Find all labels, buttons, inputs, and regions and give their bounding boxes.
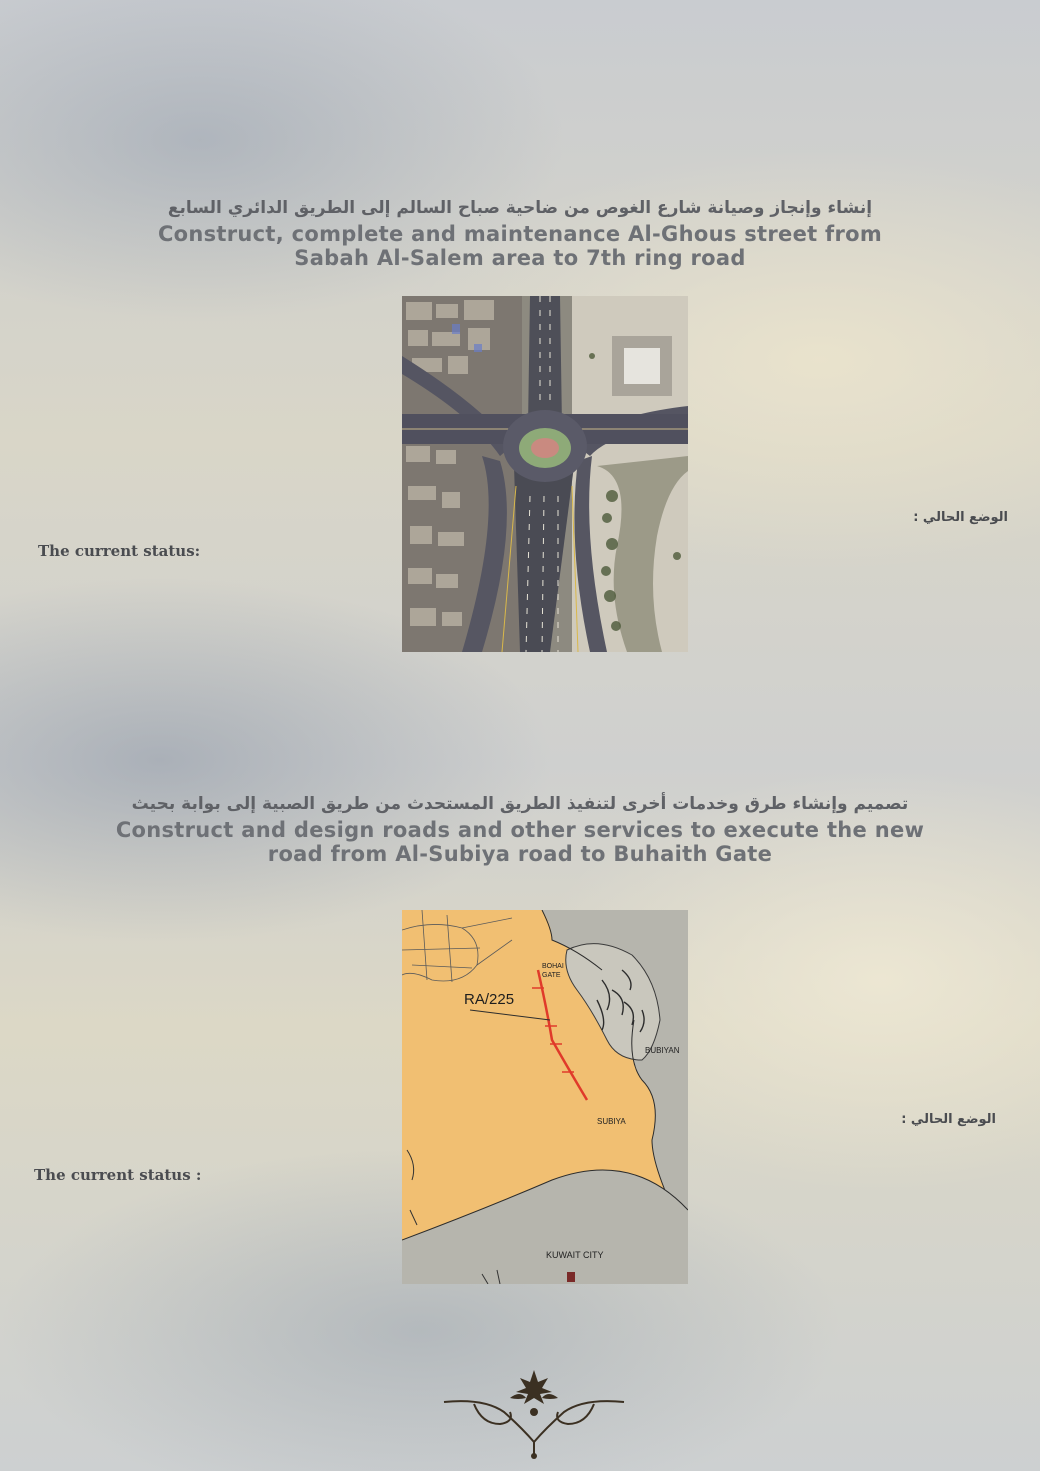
section1-status-ar: الوضع الحالي : [913, 510, 1008, 525]
map-label-bubiyan: BUBIYAN [645, 1046, 680, 1055]
map-label-road: RA/225 [464, 991, 515, 1008]
map-label-city: KUWAIT CITY [546, 1250, 604, 1260]
section1-title-ar: إنشاء وإنجاز وصيانة شارع الغوص من ضاحية صباح السالم إلى الطريق الدائري السابع [167, 198, 873, 218]
decorative-flourish-icon [434, 1368, 634, 1460]
section1-title-en-line1: Construct, complete and maintenance Al-Ghous street from [157, 222, 883, 246]
section2-title-ar: تصميم وإنشاء طرق وخدمات أخرى لتنفيذ الطريق المستحدث من طريق الصبية إلى بوابة بحيث [131, 794, 909, 814]
section2-title [40, 794, 1000, 866]
map-label-subiya: SUBIYA [597, 1117, 626, 1126]
aerial-interchange-photo [402, 296, 688, 652]
section2-status-en: The current status : [34, 1166, 202, 1184]
section2-title-en-line1: Construct and design roads and other services to execute the new [115, 818, 925, 842]
section2-status-ar: الوضع الحالي : [901, 1112, 996, 1127]
map-label-gate-l1: BOHAI [542, 963, 564, 970]
route-map [402, 910, 688, 1284]
section2-title-en-line2: road from Al-Subiya road to Buhaith Gate [267, 842, 773, 866]
section1-status-en: The current status: [38, 542, 201, 560]
map-label-gate-l2: GATE [542, 972, 561, 979]
section1-title [40, 198, 1000, 270]
section1-title-en-line2: Sabah Al-Salem area to 7th ring road [294, 246, 746, 270]
